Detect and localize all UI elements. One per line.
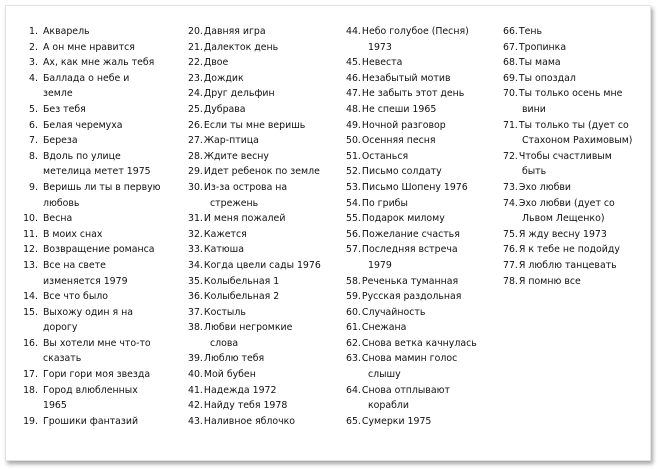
song-list-item xyxy=(188,258,338,274)
song-title: Любви негромкие xyxy=(203,322,293,334)
song-list-item xyxy=(346,133,506,149)
song-title: Не спеши 1965 xyxy=(361,103,437,115)
song-number: 72. xyxy=(503,150,518,162)
song-title: Если ты мне веришь xyxy=(203,119,306,131)
song-title-continuation: земле xyxy=(43,88,73,100)
song-number: 6. xyxy=(29,119,38,131)
song-list-item xyxy=(503,258,643,274)
song-number: 13. xyxy=(23,259,38,271)
song-title: Тень xyxy=(518,26,543,37)
song-title: А он мне нравится xyxy=(43,41,135,53)
song-title-continuation: 1965 xyxy=(43,400,67,412)
song-title-continuation: слова xyxy=(210,337,239,349)
song-number: 5. xyxy=(29,103,38,115)
song-title-continuation: Львом Лещенко) xyxy=(522,213,605,225)
song-title: Когда цвели сады 1976 xyxy=(203,259,321,271)
song-title: Ждите весну xyxy=(203,150,269,162)
song-title: Тропинка xyxy=(518,41,567,53)
song-list-item xyxy=(188,149,338,165)
song-title: Незабытый мотив xyxy=(361,72,451,84)
song-title: Наливное яблочко xyxy=(203,415,296,427)
song-list-item xyxy=(503,227,643,243)
song-list-item xyxy=(346,164,506,180)
song-number: 8. xyxy=(29,150,38,162)
song-number: 66. xyxy=(503,26,518,37)
song-number: 61. xyxy=(346,322,361,334)
song-column-4 xyxy=(503,24,643,289)
song-title: Возвращение романса xyxy=(43,244,155,256)
song-title: Колыбельная 2 xyxy=(203,291,280,303)
song-column-2 xyxy=(188,24,338,429)
song-title: Снова мамин голос xyxy=(361,353,458,365)
song-number: 3. xyxy=(29,57,38,69)
song-number: 32. xyxy=(188,228,203,240)
song-list-item xyxy=(346,336,506,352)
song-number: 45. xyxy=(346,57,361,69)
song-title: Письмо солдату xyxy=(361,166,442,178)
song-title: Из-за острова на xyxy=(203,181,288,193)
song-title-continuation: Стахоном Рахимовым) xyxy=(522,135,633,147)
song-list-item xyxy=(503,196,643,227)
song-title: Небо голубое (Песня) xyxy=(361,26,469,37)
song-title: Снова ветка качнулась xyxy=(361,337,477,349)
song-title: Ночной разговор xyxy=(361,119,446,131)
song-list-item xyxy=(346,102,506,118)
song-number: 47. xyxy=(346,88,361,100)
song-list-item xyxy=(346,55,506,71)
song-title: Друг дельфин xyxy=(203,88,275,100)
song-number: 59. xyxy=(346,291,361,303)
song-title: Снежана xyxy=(361,322,407,334)
song-list-item xyxy=(188,351,338,367)
song-number: 74. xyxy=(503,197,518,209)
song-list-item xyxy=(188,102,338,118)
song-number: 75. xyxy=(503,228,518,240)
song-title: Останься xyxy=(361,150,409,162)
song-list-item xyxy=(346,351,506,382)
song-list-item xyxy=(188,118,338,134)
song-title: Чтобы счастливым xyxy=(518,150,612,162)
song-number: 12. xyxy=(23,244,38,256)
song-list-item xyxy=(188,414,338,430)
song-number: 69. xyxy=(503,72,518,84)
song-title-continuation: стрежень xyxy=(210,197,259,209)
song-number: 27. xyxy=(188,135,203,147)
song-number: 46. xyxy=(346,72,361,84)
song-list-item xyxy=(346,86,506,102)
song-list-item xyxy=(22,242,182,258)
song-number: 25. xyxy=(188,103,203,115)
song-title: Я помню все xyxy=(518,275,581,287)
song-title-continuation: слышу xyxy=(368,369,401,381)
song-number: 18. xyxy=(23,384,38,396)
song-list-item xyxy=(188,227,338,243)
song-list-item xyxy=(346,242,506,273)
song-list-item xyxy=(346,289,506,305)
song-title-continuation: изменяется 1979 xyxy=(43,275,128,287)
song-number: 63. xyxy=(346,353,361,365)
song-list-item xyxy=(188,242,338,258)
song-title: Люблю тебя xyxy=(203,353,265,365)
song-list-item xyxy=(346,24,506,55)
song-number: 40. xyxy=(188,369,203,381)
song-title: Я к тебе не подойду xyxy=(518,244,620,256)
song-title: Акварель xyxy=(43,26,90,37)
song-number: 67. xyxy=(503,41,518,53)
song-list-item xyxy=(22,305,182,336)
song-number: 39. xyxy=(188,353,203,365)
song-title: Баллада о небе и xyxy=(43,72,130,84)
song-title: Я люблю танцевать xyxy=(518,259,617,271)
song-number: 14. xyxy=(23,291,38,303)
song-number: 50. xyxy=(346,135,361,147)
song-number: 26. xyxy=(188,119,203,131)
song-list-item xyxy=(346,227,506,243)
song-list-item xyxy=(503,118,643,149)
song-title: Дождик xyxy=(203,72,244,84)
song-number: 58. xyxy=(346,275,361,287)
song-number: 16. xyxy=(23,337,38,349)
song-list-item xyxy=(22,180,182,211)
song-number: 19. xyxy=(23,415,38,427)
song-title: В моих снах xyxy=(43,228,103,240)
song-column-1 xyxy=(22,24,182,429)
song-list-item xyxy=(503,149,643,180)
song-list-item xyxy=(503,274,643,290)
song-title: И меня пожалей xyxy=(203,213,286,225)
song-number: 10. xyxy=(23,213,38,225)
song-title: Кажется xyxy=(203,228,247,240)
song-list-sheet xyxy=(5,5,651,461)
song-title: Все что было xyxy=(43,291,108,303)
song-number: 62. xyxy=(346,337,361,349)
song-list-item xyxy=(503,24,643,40)
song-title: Город влюбленных xyxy=(43,384,138,396)
song-number: 34. xyxy=(188,259,203,271)
song-list-item xyxy=(346,211,506,227)
song-list-item xyxy=(188,367,338,383)
song-number: 48. xyxy=(346,103,361,115)
song-title: Не забыть этот день xyxy=(361,88,465,100)
song-title: Белая черемуха xyxy=(43,119,123,131)
song-title: Двое xyxy=(203,57,229,69)
song-number: 77. xyxy=(503,259,518,271)
song-number: 49. xyxy=(346,119,361,131)
song-title: Ты мама xyxy=(518,57,561,69)
song-number: 38. xyxy=(188,322,203,334)
song-list-item xyxy=(22,40,182,56)
song-title: Без тебя xyxy=(43,103,86,115)
song-number: 22. xyxy=(188,57,203,69)
song-number: 42. xyxy=(188,400,203,412)
song-title: Случайность xyxy=(361,306,426,318)
song-number: 36. xyxy=(188,291,203,303)
song-title: Ты опоздал xyxy=(518,72,576,84)
song-title: Осенняя песня xyxy=(361,135,436,147)
song-title-continuation: вини xyxy=(522,103,546,115)
song-title-continuation: сказать xyxy=(43,353,82,365)
song-title: Невеста xyxy=(361,57,403,69)
song-number: 57. xyxy=(346,244,361,256)
song-number: 37. xyxy=(188,306,203,318)
song-title: Найду тебя 1978 xyxy=(203,400,288,412)
song-list-item xyxy=(346,320,506,336)
song-list-item xyxy=(503,71,643,87)
song-number: 4. xyxy=(29,72,38,84)
song-number: 53. xyxy=(346,181,361,193)
song-number: 52. xyxy=(346,166,361,178)
song-title: Русская раздольная xyxy=(361,291,462,303)
song-number: 29. xyxy=(188,166,203,178)
song-number: 28. xyxy=(188,150,203,162)
song-title: Сумерки 1975 xyxy=(361,415,432,427)
song-list-item xyxy=(188,24,338,40)
song-column-3 xyxy=(346,24,506,429)
song-title: Письмо Шопену 1976 xyxy=(361,181,468,193)
song-number: 44. xyxy=(346,26,361,37)
song-list-item xyxy=(346,118,506,134)
song-list-item xyxy=(188,383,338,399)
song-title: Эхо любви (дует со xyxy=(518,197,615,209)
song-title: Эхо любви xyxy=(518,181,572,193)
song-title: Вдоль по улице xyxy=(43,150,121,162)
song-title: Вы хотели мне что-то xyxy=(43,337,151,349)
song-title: Гори гори моя звезда xyxy=(43,369,151,381)
song-title: Последняя встреча xyxy=(361,244,458,256)
song-title: Дубрава xyxy=(203,103,246,115)
song-list-item xyxy=(188,289,338,305)
song-number: 76. xyxy=(503,244,518,256)
song-number: 33. xyxy=(188,244,203,256)
song-number: 17. xyxy=(23,369,38,381)
song-title: Я жду весну 1973 xyxy=(518,228,607,240)
song-list-item xyxy=(188,274,338,290)
song-title: Весна xyxy=(43,213,73,225)
song-number: 2. xyxy=(29,41,38,53)
song-title: Костыль xyxy=(203,306,246,318)
song-list-item xyxy=(346,383,506,414)
song-list-item xyxy=(503,180,643,196)
song-number: 7. xyxy=(29,135,38,147)
song-title: Жар-птица xyxy=(203,135,259,147)
song-number: 21. xyxy=(188,41,203,53)
song-title: Все на свете xyxy=(43,259,106,271)
song-title: Выхожу один я на xyxy=(43,306,134,318)
song-title-continuation: 1973 xyxy=(368,41,392,53)
song-list-item xyxy=(346,305,506,321)
song-title: Пожелание счастья xyxy=(361,228,460,240)
song-title: Веришь ли ты в первую xyxy=(43,181,161,193)
song-list-item xyxy=(188,86,338,102)
song-list-item xyxy=(188,55,338,71)
song-list-item xyxy=(22,383,182,414)
song-list-item xyxy=(188,40,338,56)
song-number: 56. xyxy=(346,228,361,240)
song-title: Далекток день xyxy=(203,41,279,53)
song-number: 20. xyxy=(188,26,203,37)
song-number: 43. xyxy=(188,415,203,427)
song-list-item xyxy=(22,55,182,71)
song-title: Грошики фантазий xyxy=(43,415,139,427)
song-number: 24. xyxy=(188,88,203,100)
song-list-item xyxy=(188,180,338,211)
song-list-item xyxy=(22,258,182,289)
song-number: 51. xyxy=(346,150,361,162)
song-list-item xyxy=(188,398,338,414)
song-number: 71. xyxy=(503,119,518,131)
song-title-continuation: дорогу xyxy=(43,322,78,334)
song-list-item xyxy=(346,149,506,165)
song-number: 54. xyxy=(346,197,361,209)
song-list-item xyxy=(22,118,182,134)
song-list-item xyxy=(188,211,338,227)
song-list-item xyxy=(188,320,338,351)
song-title-continuation: метелица метет 1975 xyxy=(43,166,151,178)
song-list-item xyxy=(503,242,643,258)
song-list-item xyxy=(22,149,182,180)
song-list-item xyxy=(22,227,182,243)
song-list-item xyxy=(188,133,338,149)
song-title-continuation: корабли xyxy=(368,400,409,412)
song-list-item xyxy=(346,71,506,87)
song-number: 9. xyxy=(29,181,38,193)
song-title: Ты только осень мне xyxy=(518,88,623,100)
song-title: Катюша xyxy=(203,244,244,256)
song-list-item xyxy=(188,305,338,321)
song-number: 30. xyxy=(188,181,203,193)
song-number: 23. xyxy=(188,72,203,84)
song-number: 68. xyxy=(503,57,518,69)
song-list-item xyxy=(22,289,182,305)
song-number: 35. xyxy=(188,275,203,287)
song-title-continuation: 1979 xyxy=(368,259,392,271)
song-title-continuation: быть xyxy=(522,166,547,178)
song-title: Реченька туманная xyxy=(361,275,459,287)
song-title: Колыбельная 1 xyxy=(203,275,280,287)
song-list-item xyxy=(503,40,643,56)
song-number: 65. xyxy=(346,415,361,427)
song-title: Ах, как мне жаль тебя xyxy=(43,57,155,69)
song-list-item xyxy=(188,164,338,180)
song-list-item xyxy=(22,133,182,149)
song-list-item xyxy=(503,86,643,117)
song-number: 15. xyxy=(23,306,38,318)
song-list-item xyxy=(22,71,182,102)
song-number: 31. xyxy=(188,213,203,225)
song-list-item xyxy=(188,71,338,87)
song-title: Береза xyxy=(43,135,78,147)
song-list-item xyxy=(22,336,182,367)
song-list-item xyxy=(22,24,182,40)
song-list-item xyxy=(346,196,506,212)
song-title: Давняя игра xyxy=(203,26,266,37)
song-title: Ты только ты (дует со xyxy=(518,119,629,131)
song-number: 70. xyxy=(503,88,518,100)
song-title: По грибы xyxy=(361,197,408,209)
song-number: 60. xyxy=(346,306,361,318)
song-number: 64. xyxy=(346,384,361,396)
song-title: Подарок милому xyxy=(361,213,445,225)
song-title: Мой бубен xyxy=(203,369,256,381)
song-number: 73. xyxy=(503,181,518,193)
song-number: 41. xyxy=(188,384,203,396)
song-title: Надежда 1972 xyxy=(203,384,277,396)
song-title: Идет ребенок по земле xyxy=(203,166,320,178)
song-list-item xyxy=(22,414,182,430)
song-list-item xyxy=(22,102,182,118)
song-title-continuation: любовь xyxy=(43,197,80,209)
song-number: 11. xyxy=(23,228,38,240)
song-number: 78. xyxy=(503,275,518,287)
song-list-item xyxy=(22,211,182,227)
song-list-item xyxy=(22,367,182,383)
song-number: 1. xyxy=(29,26,38,37)
song-title: Снова отплывают xyxy=(361,384,450,396)
song-list-item xyxy=(346,180,506,196)
song-number: 55. xyxy=(346,213,361,225)
song-list-item xyxy=(346,274,506,290)
song-list-item xyxy=(503,55,643,71)
song-list-item xyxy=(346,414,506,430)
